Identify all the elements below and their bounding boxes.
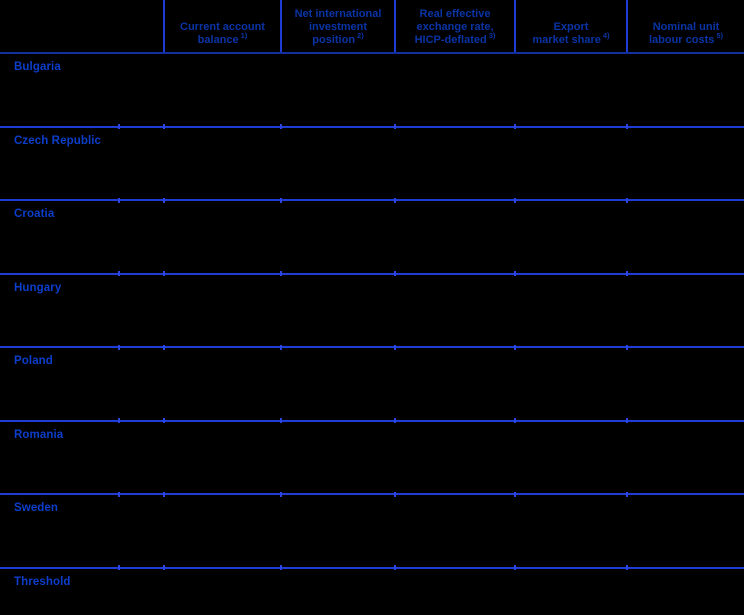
header-line: exchange rate, — [416, 21, 494, 33]
row-label: Croatia — [14, 208, 55, 220]
footnote-marker: 4) — [602, 31, 610, 41]
row-label: Czech Republic — [14, 134, 102, 147]
column-header-net-international-investment-position — [280, 0, 394, 52]
corner-cell — [0, 0, 163, 52]
footnote-marker: 2) — [357, 31, 364, 41]
header-line: Export — [553, 21, 589, 33]
row-label: Threshold — [14, 575, 71, 588]
column-header-export-market-share — [514, 0, 626, 52]
table-row-hungary — [0, 275, 744, 349]
header-line: Net international — [294, 8, 382, 20]
footnote-marker: 1) — [240, 31, 248, 41]
table-row-romania — [0, 422, 744, 496]
table-header-row — [0, 0, 744, 54]
row-label: Hungary — [14, 281, 62, 294]
table-row-bulgaria — [0, 54, 744, 128]
row-label: Poland — [14, 355, 53, 367]
table-row-threshold — [0, 569, 744, 615]
table-row-croatia — [0, 201, 744, 275]
header-line: HICP-deflated $^{3)}$ — [414, 31, 496, 46]
header-line: balance $^{1)}$ — [197, 31, 248, 46]
table-row-poland — [0, 348, 744, 422]
header-line: Current account — [180, 21, 265, 33]
header-line: position $^{2)}$ — [312, 31, 364, 46]
row-label: Sweden — [14, 502, 59, 514]
header-line: Nominal unit — [652, 21, 720, 33]
footnote-marker: 5) — [716, 31, 724, 41]
row-label: Bulgaria — [14, 61, 61, 73]
column-header-real-effective-exchange-rate — [394, 0, 514, 52]
header-line: investment — [308, 21, 368, 33]
table-row-sweden — [0, 495, 744, 569]
header-line: Real effective — [419, 8, 491, 20]
header-line: market share $^{4)}$ — [532, 31, 610, 46]
column-header-current-account-balance — [163, 0, 280, 52]
footnote-marker: 3) — [488, 31, 496, 41]
row-label: Romania — [14, 428, 64, 441]
table-row-czech-republic — [0, 128, 744, 202]
header-line: labour costs $^{5)}$ — [648, 31, 724, 46]
column-header-nominal-unit-labour-costs — [626, 0, 744, 52]
